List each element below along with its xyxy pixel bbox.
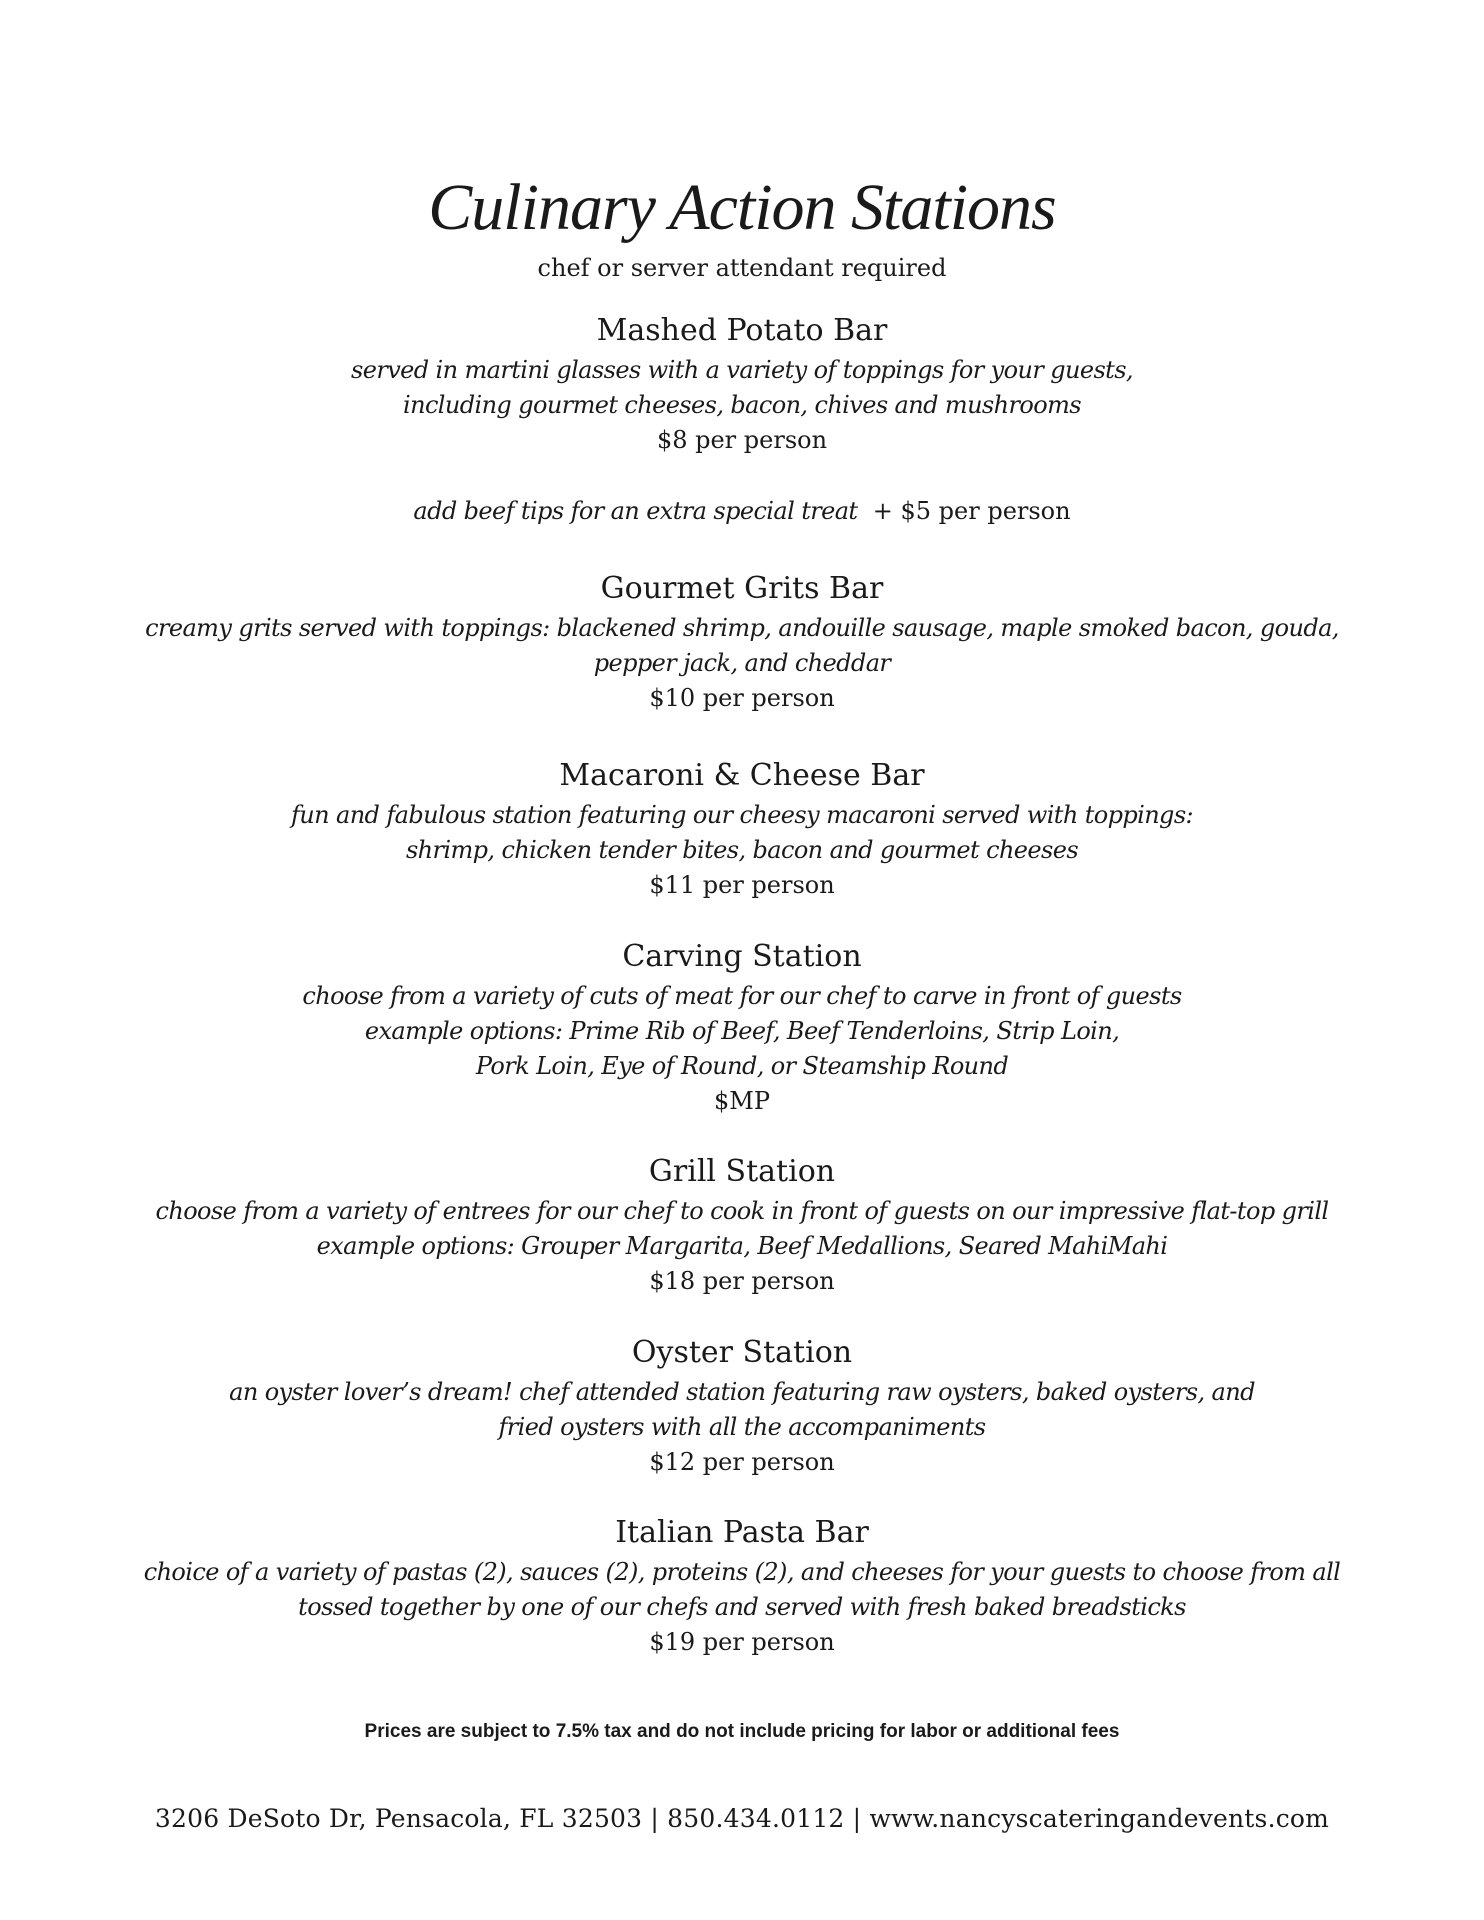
station-carving <box>0 937 1484 1119</box>
station-mashed-potato-bar <box>0 311 1484 458</box>
station-price: $MP <box>714 1087 770 1115</box>
station-description-line: example options: Grouper Margarita, Beef Medallions, Seared MahiMahi <box>316 1232 1168 1260</box>
pricing-disclaimer: Prices are subject to 7.5% tax and do not include pricing for labor or additional fees <box>364 1721 1120 1742</box>
station-gourmet-grits-bar <box>0 569 1484 716</box>
station-price: $12 per person <box>649 1448 835 1476</box>
station-name: Macaroni & Cheese Bar <box>559 758 925 793</box>
beef-tips-addon <box>0 494 1484 529</box>
contact-footer: 3206 DeSoto Dr, Pensacola, FL 32503 | 850.434.0112 | www.nancyscateringandevents.com <box>154 1804 1330 1833</box>
station-name: Mashed Potato Bar <box>596 313 888 348</box>
addon-price: + $5 per person <box>872 497 1071 525</box>
station-price: $19 per person <box>649 1628 835 1656</box>
station-description-line: served in martini glasses with a variety of toppings for your guests, <box>351 356 1133 384</box>
station-name: Italian Pasta Bar <box>615 1515 869 1550</box>
station-description-line: an oyster lover’s dream! chef attended station featuring raw oysters, baked oysters, and <box>229 1378 1255 1406</box>
station-description-line: choice of a variety of pastas (2), sauces (2), proteins (2), and cheeses for your guests to choose from all <box>143 1558 1341 1586</box>
station-price: $10 per person <box>649 684 835 712</box>
station-description-line: shrimp, chicken tender bites, bacon and gourmet cheeses <box>405 836 1079 864</box>
station-name: Grill Station <box>648 1154 836 1189</box>
station-name: Gourmet Grits Bar <box>600 571 884 606</box>
station-macaroni-cheese-bar <box>0 756 1484 903</box>
station-description-line: tossed together by one of our chefs and served with fresh baked breadsticks <box>298 1593 1186 1621</box>
station-description-line: including gourmet cheeses, bacon, chives and mushrooms <box>403 391 1081 419</box>
station-price: $18 per person <box>649 1267 835 1295</box>
station-description-line: fun and fabulous station featuring our cheesy macaroni served with toppings: <box>290 801 1194 829</box>
station-description-line: choose from a variety of entrees for our chef to cook in front of guests on our impressive flat-top grill <box>155 1197 1329 1225</box>
station-price: $11 per person <box>649 871 835 899</box>
station-description-line: creamy grits served with toppings: blackened shrimp, andouille sausage, maple smoked bacon, gouda, <box>145 614 1339 642</box>
station-description-line: Pork Loin, Eye of Round, or Steamship Round <box>475 1052 1009 1080</box>
station-description-line: pepper jack, and cheddar <box>593 649 891 677</box>
station-grill <box>0 1152 1484 1299</box>
station-name: Oyster Station <box>631 1335 853 1370</box>
page-subtitle: chef or server attendant required <box>537 254 947 282</box>
page-title: Culinary Action Stations <box>428 171 1056 244</box>
station-description-line: fried oysters with all the accompaniments <box>498 1413 986 1441</box>
station-italian-pasta-bar <box>0 1513 1484 1660</box>
station-description-line: choose from a variety of cuts of meat for our chef to carve in front of guests <box>302 982 1182 1010</box>
station-oyster <box>0 1333 1484 1480</box>
addon-description: add beef tips for an extra special treat <box>413 497 858 525</box>
station-description-line: example options: Prime Rib of Beef, Beef Tenderloins, Strip Loin, <box>364 1017 1120 1045</box>
station-name: Carving Station <box>622 939 862 974</box>
station-price: $8 per person <box>656 426 828 454</box>
